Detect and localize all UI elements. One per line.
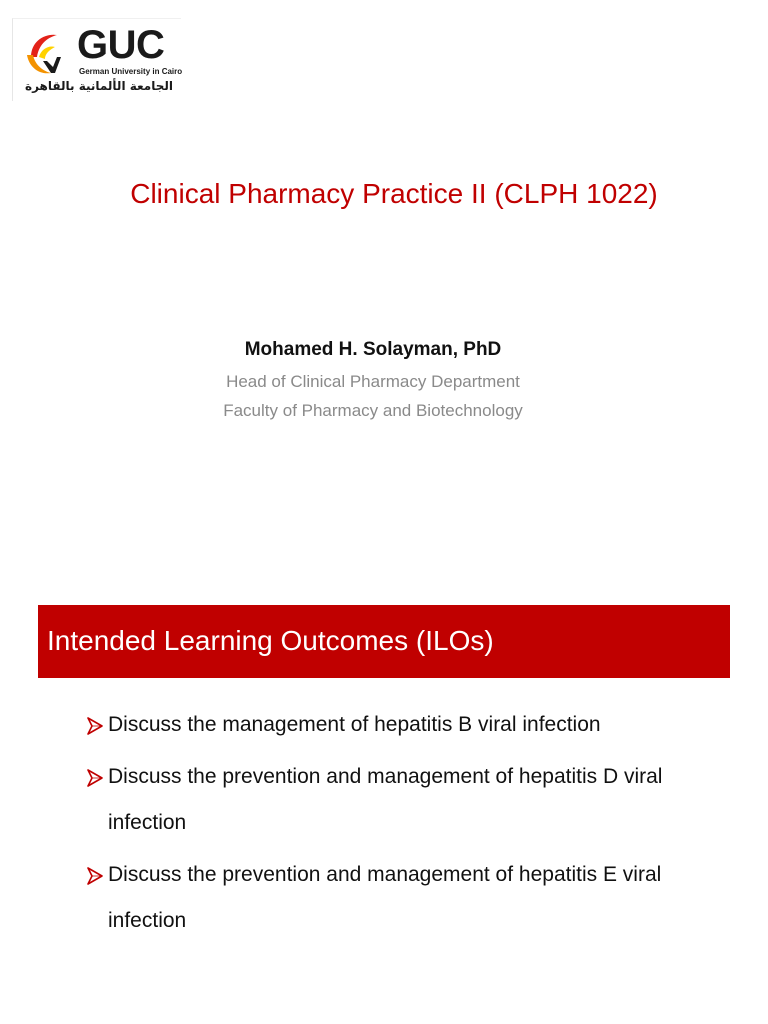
ilo-item <box>86 702 706 748</box>
arrow-bullet-icon <box>86 852 106 898</box>
logo-tagline: German University in Cairo <box>79 67 183 76</box>
presenter-faculty: Faculty of Pharmacy and Biotechnology <box>223 401 523 420</box>
ilo-item <box>86 852 706 944</box>
presenter-name: Mohamed H. Solayman, PhD <box>244 339 502 360</box>
logo-wordmark: GUC <box>77 23 165 67</box>
logo-arabic-name: الجامعة الألمانية بالقاهرة <box>24 79 173 93</box>
guc-logo <box>12 18 181 101</box>
guc-emblem-icon <box>21 27 73 79</box>
ilo-heading: Intended Learning Outcomes (ILOs) <box>47 625 494 656</box>
ilo-item-text: Discuss the prevention and management of hepatitis E viral infection <box>108 863 662 932</box>
ilo-item-text: Discuss the prevention and management of hepatitis D viral infection <box>108 765 663 834</box>
ilo-list <box>86 702 706 950</box>
ilo-item-text: Discuss the management of hepatitis B viral infection <box>108 713 601 736</box>
presenter-role: Head of Clinical Pharmacy Department <box>226 372 520 391</box>
arrow-bullet-icon <box>86 754 106 800</box>
ilo-item <box>86 754 706 846</box>
course-title: Clinical Pharmacy Practice II (CLPH 1022) <box>130 178 658 209</box>
ilo-banner <box>38 605 730 678</box>
arrow-bullet-icon <box>86 702 106 748</box>
